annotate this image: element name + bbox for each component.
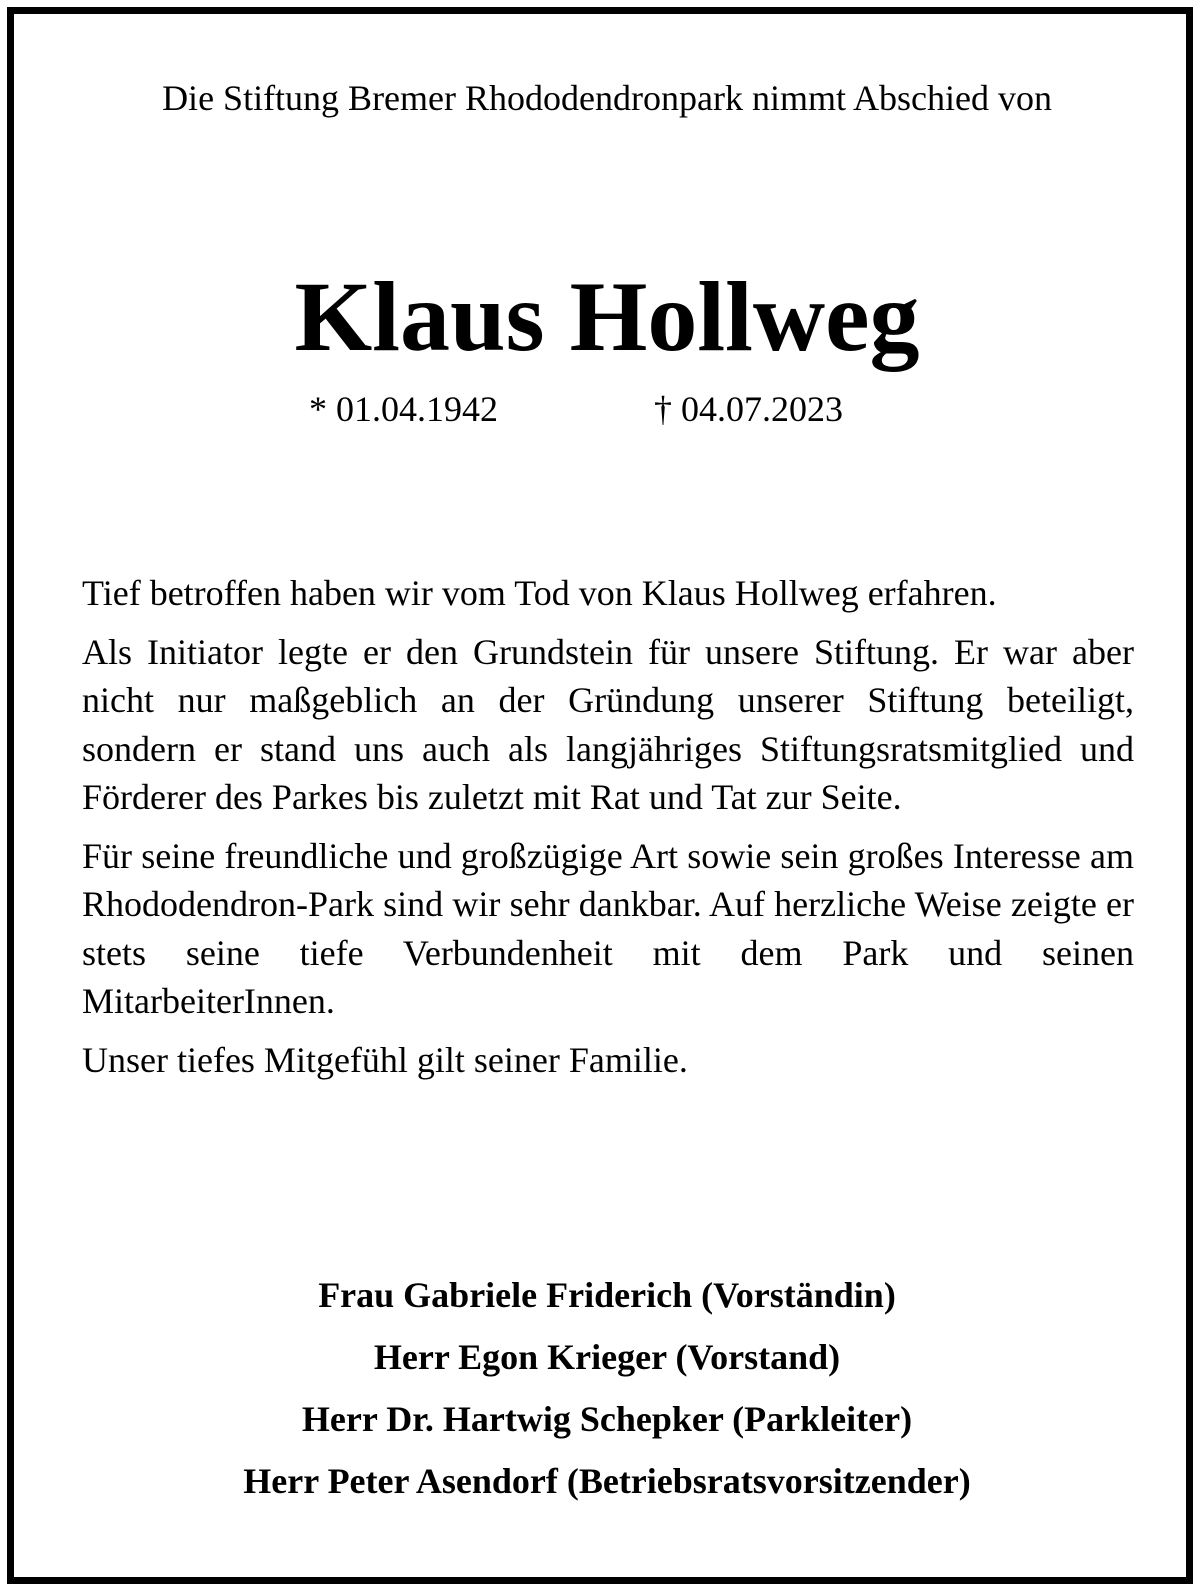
- deceased-name: Klaus Hollweg: [294, 261, 920, 372]
- signature-line: Herr Dr. Hartwig Schepker (Parkleiter): [301, 1399, 913, 1439]
- signatures: [14, 1264, 1200, 1512]
- signature-line: Herr Peter Asendorf (Betriebsratsvorsitzender): [243, 1461, 971, 1501]
- paragraph-1: Tief betroffen haben wir vom Tod von Klaus Hollweg erfahren.: [82, 573, 997, 613]
- obituary-text: [82, 569, 1134, 1094]
- paragraph-3: Für seine freundliche und großzügige Art sowie sein großes Interesse am Rhododendron-Park sind wir sehr dankbar. Auf herzliche Weise zeigte er stets seine tiefe Verbundenheit mit dem Park und seinen MitarbeiterInnen.: [82, 835, 1134, 1021]
- paragraph-4: Unser tiefes Mitgefühl gilt seiner Familie.: [82, 1039, 688, 1080]
- signature-line: Herr Egon Krieger (Vorstand): [373, 1337, 841, 1377]
- obituary-frame: [7, 7, 1193, 1584]
- paragraph-2: Als Initiator legte er den Grundstein für unsere Stiftung. Er war aber nicht nur maßgeblich an der Gründung unserer Stiftung beteiligt, sondern er stand uns auch als langjähriges Stiftungsratsmitglied und Förderer des Parkes bis zuletzt mit Rat und Tat zur Seite.: [82, 631, 1134, 817]
- birth-date: * 01.04.1942: [309, 389, 498, 429]
- signature-line: Frau Gabriele Friderich (Vorständin): [318, 1275, 896, 1315]
- death-date: † 04.07.2023: [654, 389, 843, 429]
- intro-line: Die Stiftung Bremer Rhododendronpark nimmt Abschied von: [162, 78, 1052, 118]
